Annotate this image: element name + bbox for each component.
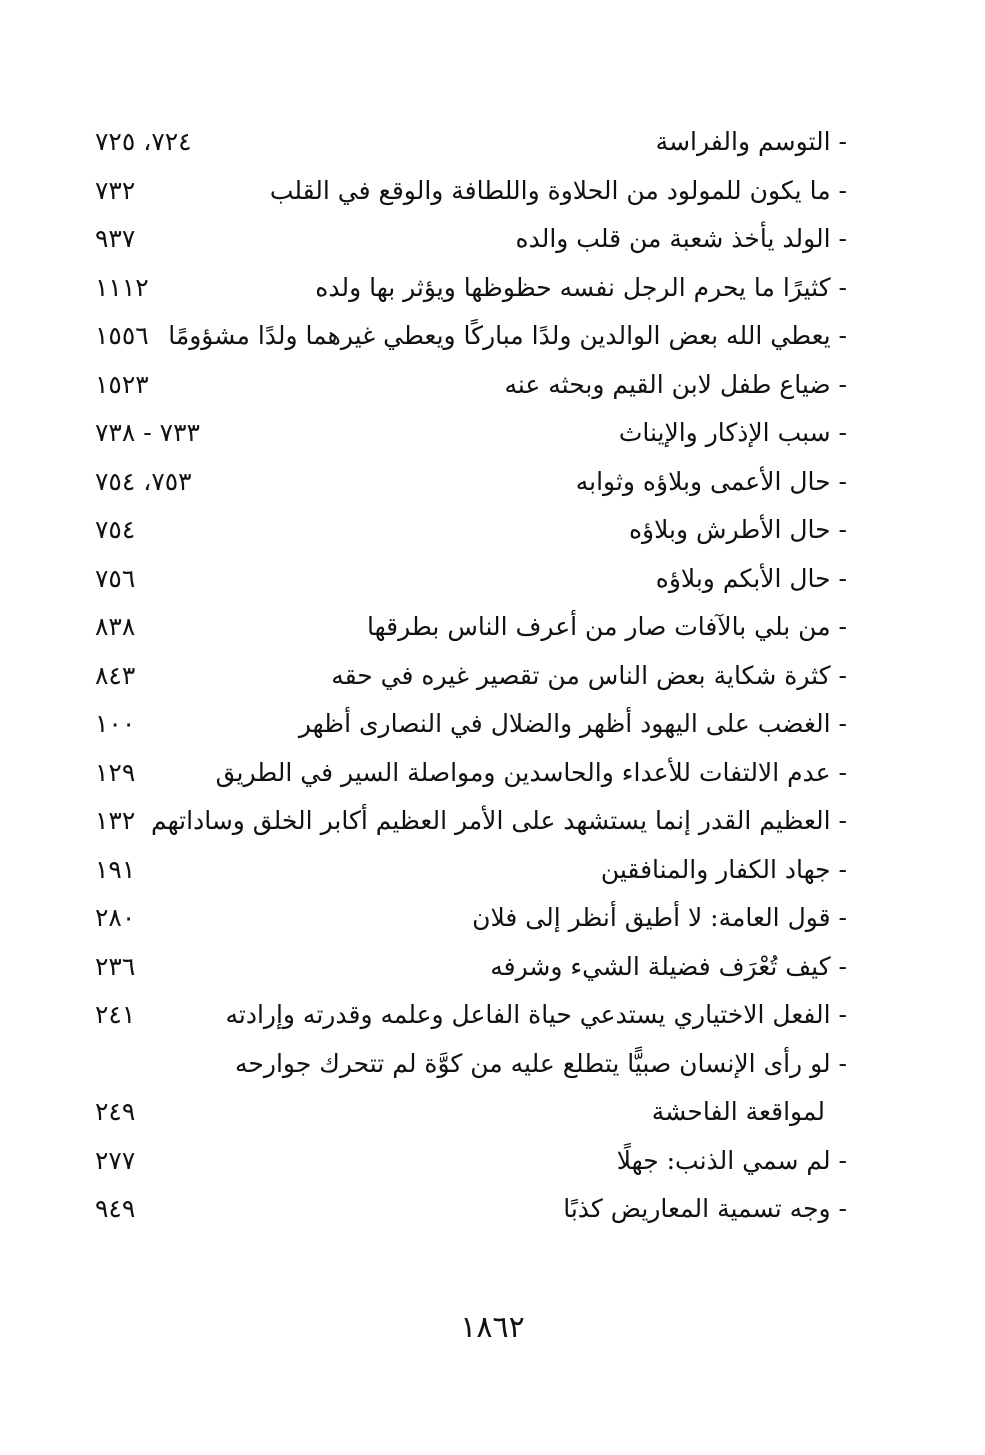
entry-page-refs: ٢٨٠ <box>95 903 136 932</box>
entry-page-refs: ٢٧٧ <box>95 1145 136 1175</box>
entry-page-refs: ٧٢٤، ٧٢٥ <box>95 127 192 156</box>
index-entry <box>0 361 985 410</box>
entry-page-refs: ١٣٢ <box>95 806 136 835</box>
entry-topic: - كيف تُعْرَف فضيلة الشيء وشرفه <box>490 951 847 981</box>
index-entry <box>0 312 985 361</box>
index-entry <box>0 943 985 992</box>
entry-page-refs: ٧٥٤ <box>95 515 136 544</box>
index-entry <box>0 1040 985 1089</box>
entry-page-refs: ٢٤٩ <box>95 1097 136 1126</box>
index-entry <box>0 264 985 313</box>
index-entry <box>0 118 985 167</box>
entry-topic: - عدم الالتفات للأعداء والحاسدين ومواصلة السير في الطريق <box>215 757 847 787</box>
index-entry <box>0 555 985 604</box>
entry-page-refs: ٨٣٨ <box>95 612 136 641</box>
entry-page-refs: ٧٥٣، ٧٥٤ <box>95 466 192 496</box>
entry-topic: - حال الأطرش وبلاؤه <box>628 515 847 544</box>
entry-topic: - قول العامة: لا أطيق أنظر إلى فلان <box>472 903 847 932</box>
index-entry-continuation <box>0 1088 985 1137</box>
entry-page-refs: ١٥٢٣ <box>95 369 149 399</box>
page-number: ١٨٦٢ <box>460 1310 525 1345</box>
index-entry <box>0 409 985 458</box>
entry-topic: - يعطي الله بعض الوالدين ولدًا مباركًا ويعطي غيرهما ولدًا مشؤومًا <box>168 321 847 350</box>
entry-page-refs: ٧٣٢ <box>95 175 136 205</box>
index-entry <box>0 749 985 798</box>
entry-page-refs: ٩٣٧ <box>95 224 136 253</box>
entry-topic: - لو رأى الإنسان صبيًّا يتطلع عليه من كوَّة لم تتحرك جوارحه <box>235 1048 847 1078</box>
entry-page-refs: ٩٤٩ <box>95 1194 136 1223</box>
index-entry <box>0 506 985 555</box>
entry-topic: - ما يكون للمولود من الحلاوة واللطافة والوقع في القلب <box>269 175 847 205</box>
index-entry <box>0 894 985 943</box>
index-entry <box>0 846 985 895</box>
entry-topic: لمواقعة الفاحشة <box>651 1097 825 1126</box>
index-entry <box>0 797 985 846</box>
entry-topic: - الولد يأخذ شعبة من قلب والده <box>515 224 847 253</box>
entry-topic: - التوسم والفراسة <box>655 127 847 156</box>
index-list <box>0 118 985 1234</box>
entry-page-refs: ١٠٠ <box>95 709 136 738</box>
entry-topic: - ضياع طفل لابن القيم وبحثه عنه <box>504 369 847 399</box>
entry-page-refs: ١٢٩ <box>95 757 136 787</box>
entry-page-refs: ٢٤١ <box>95 1000 136 1029</box>
index-entry <box>0 991 985 1040</box>
entry-page-refs: ١٩١ <box>95 854 136 884</box>
entry-page-refs: ١١١٢ <box>95 272 149 302</box>
entry-page-refs: ٧٥٦ <box>95 563 136 593</box>
entry-topic: - لم سمي الذنب: جهلًا <box>616 1145 847 1175</box>
entry-page-refs: ١٥٥٦ <box>95 321 149 350</box>
entry-topic: - سبب الإذكار والإيناث <box>618 418 847 447</box>
entry-page-refs: ٧٣٣ - ٧٣٨ <box>95 418 200 447</box>
index-entry <box>0 167 985 216</box>
index-entry <box>0 700 985 749</box>
index-entry <box>0 458 985 507</box>
entry-topic: - حال الأبكم وبلاؤه <box>655 563 847 593</box>
entry-topic: - كثرة شكاية بعض الناس من تقصير غيره في حقه <box>331 660 847 690</box>
entry-page-refs: ٨٤٣ <box>95 660 136 690</box>
entry-topic: - الفعل الاختياري يستدعي حياة الفاعل وعلمه وقدرته وإرادته <box>225 1000 847 1029</box>
entry-topic: - العظيم القدر إنما يستشهد على الأمر العظيم أكابر الخلق وساداتهم <box>151 806 847 835</box>
index-entry <box>0 603 985 652</box>
entry-page-refs: ٢٣٦ <box>95 951 136 981</box>
entry-topic: - وجه تسمية المعاريض كذبًا <box>563 1194 847 1223</box>
index-entry <box>0 1185 985 1234</box>
entry-topic: - جهاد الكفار والمنافقين <box>600 854 847 884</box>
index-entry <box>0 215 985 264</box>
entry-topic: - حال الأعمى وبلاؤه وثوابه <box>575 466 847 496</box>
index-entry <box>0 652 985 701</box>
index-entry <box>0 1137 985 1186</box>
entry-topic: - كثيرًا ما يحرم الرجل نفسه حظوظها ويؤثر بها ولده <box>315 272 847 302</box>
entry-topic: - من بلي بالآفات صار من أعرف الناس بطرقها <box>367 612 847 641</box>
entry-topic: - الغضب على اليهود أظهر والضلال في النصارى أظهر <box>298 709 847 738</box>
